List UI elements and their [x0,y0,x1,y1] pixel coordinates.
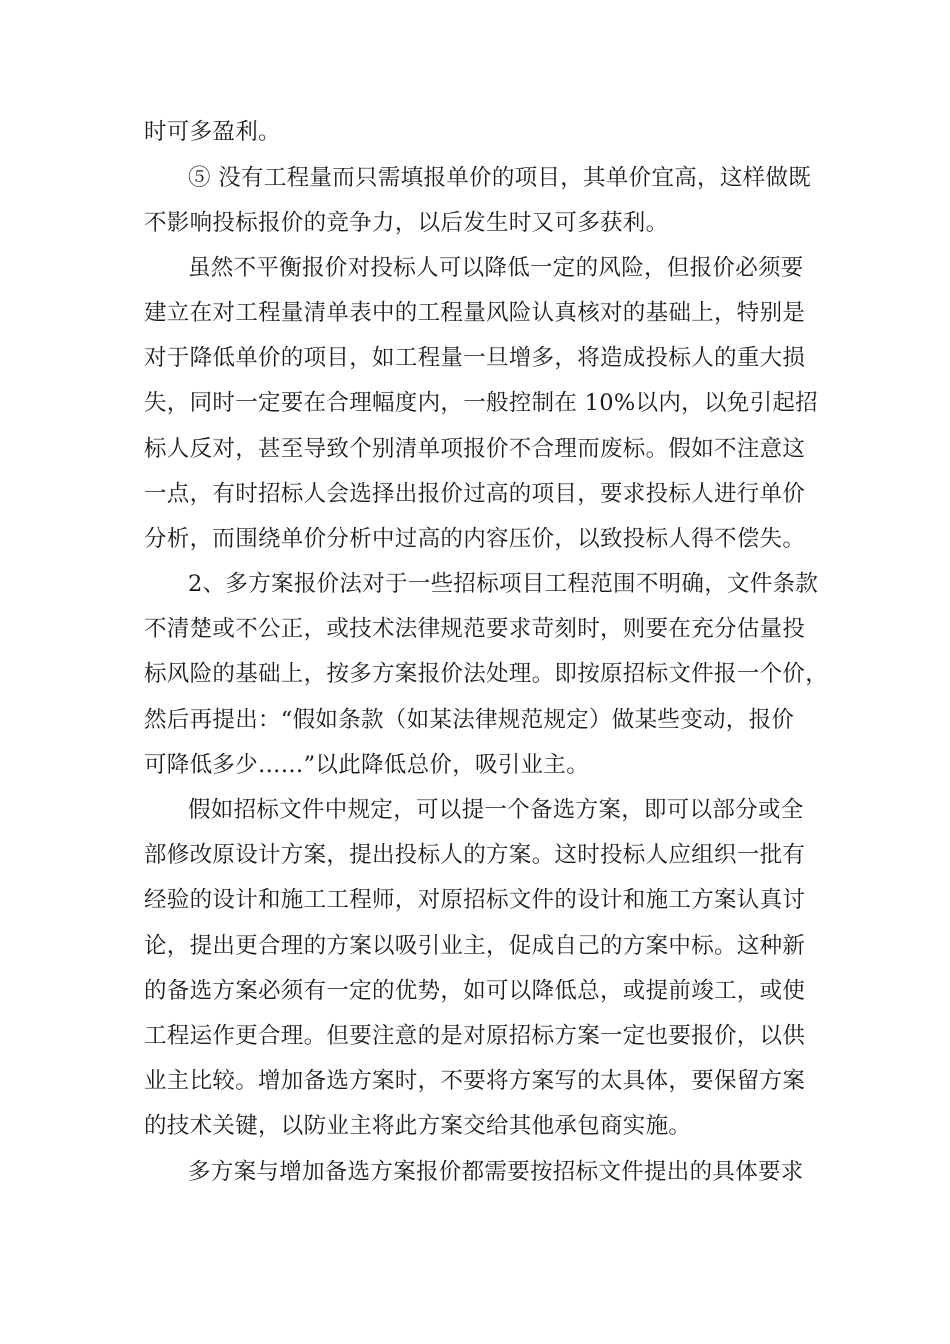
text-line: 标人反对，甚至导致个别清单项报价不合理而废标。假如不注意这 [144,436,806,462]
text-line: 假如招标文件中规定，可以提一个备选方案，即可以部分或全 [188,797,804,823]
text-line: 标风险的基础上，按多方案报价法处理。即按原招标文件报一个价， [144,661,829,687]
text-line: 的技术关键，以防业主将此方案交给其他承包商实施。 [144,1113,692,1139]
text-line: 对于降低单价的项目，如工程量一旦增多，将造成投标人的重大损 [144,345,806,371]
text-line: 论，提出更合理的方案以吸引业主，促成自己的方案中标。这种新 [144,933,806,959]
text-line: 部修改原设计方案，提出投标人的方案。这时投标人应组织一批有 [144,842,806,868]
text-line: 建立在对工程量清单表中的工程量风险认真核对的基础上，特别是 [144,300,806,326]
text-line: 然后再提出：“假如条款（如某法律规范规定）做某些变动，报价 [144,707,795,733]
text-line: 可降低多少……”以此降低总价，吸引业主。 [144,752,590,778]
text-line: 工程运作更合理。但要注意的是对原招标方案一定也要报价，以供 [144,1023,806,1049]
text-line: 一点，有时招标人会选择出报价过高的项目，要求投标人进行单价 [144,481,806,507]
text-line: ⑤ 没有工程量而只需填报单价的项目，其单价宜高，这样做既 [188,165,812,191]
text-line: 多方案与增加备选方案报价都需要按招标文件提出的具体要求 [188,1159,804,1185]
text-line: 2、多方案报价法对于一些招标项目工程范围不明确，文件条款 [188,571,819,597]
text-line: 不影响投标报价的竞争力，以后发生时又可多获利。 [144,210,669,236]
text-line: 时可多盈利。 [144,119,281,145]
text-line: 虽然不平衡报价对投标人可以降低一定的风险，但报价必须要 [188,255,804,281]
text-line: 分析，而围绕单价分析中过高的内容压价，以致投标人得不偿失。 [144,526,806,552]
text-line: 不清楚或不公正，或技术法律规范要求苛刻时，则要在充分估量投 [144,616,806,642]
text-line: 业主比较。增加备选方案时，不要将方案写的太具体，要保留方案 [144,1068,806,1094]
text-line: 经验的设计和施工工程师，对原招标文件的设计和施工方案认真讨 [144,887,806,913]
text-line: 失，同时一定要在合理幅度内，一般控制在 10%以内，以免引起招 [144,390,818,416]
text-line: 的备选方案必须有一定的优势，如可以降低总，或提前竣工，或使 [144,978,806,1004]
